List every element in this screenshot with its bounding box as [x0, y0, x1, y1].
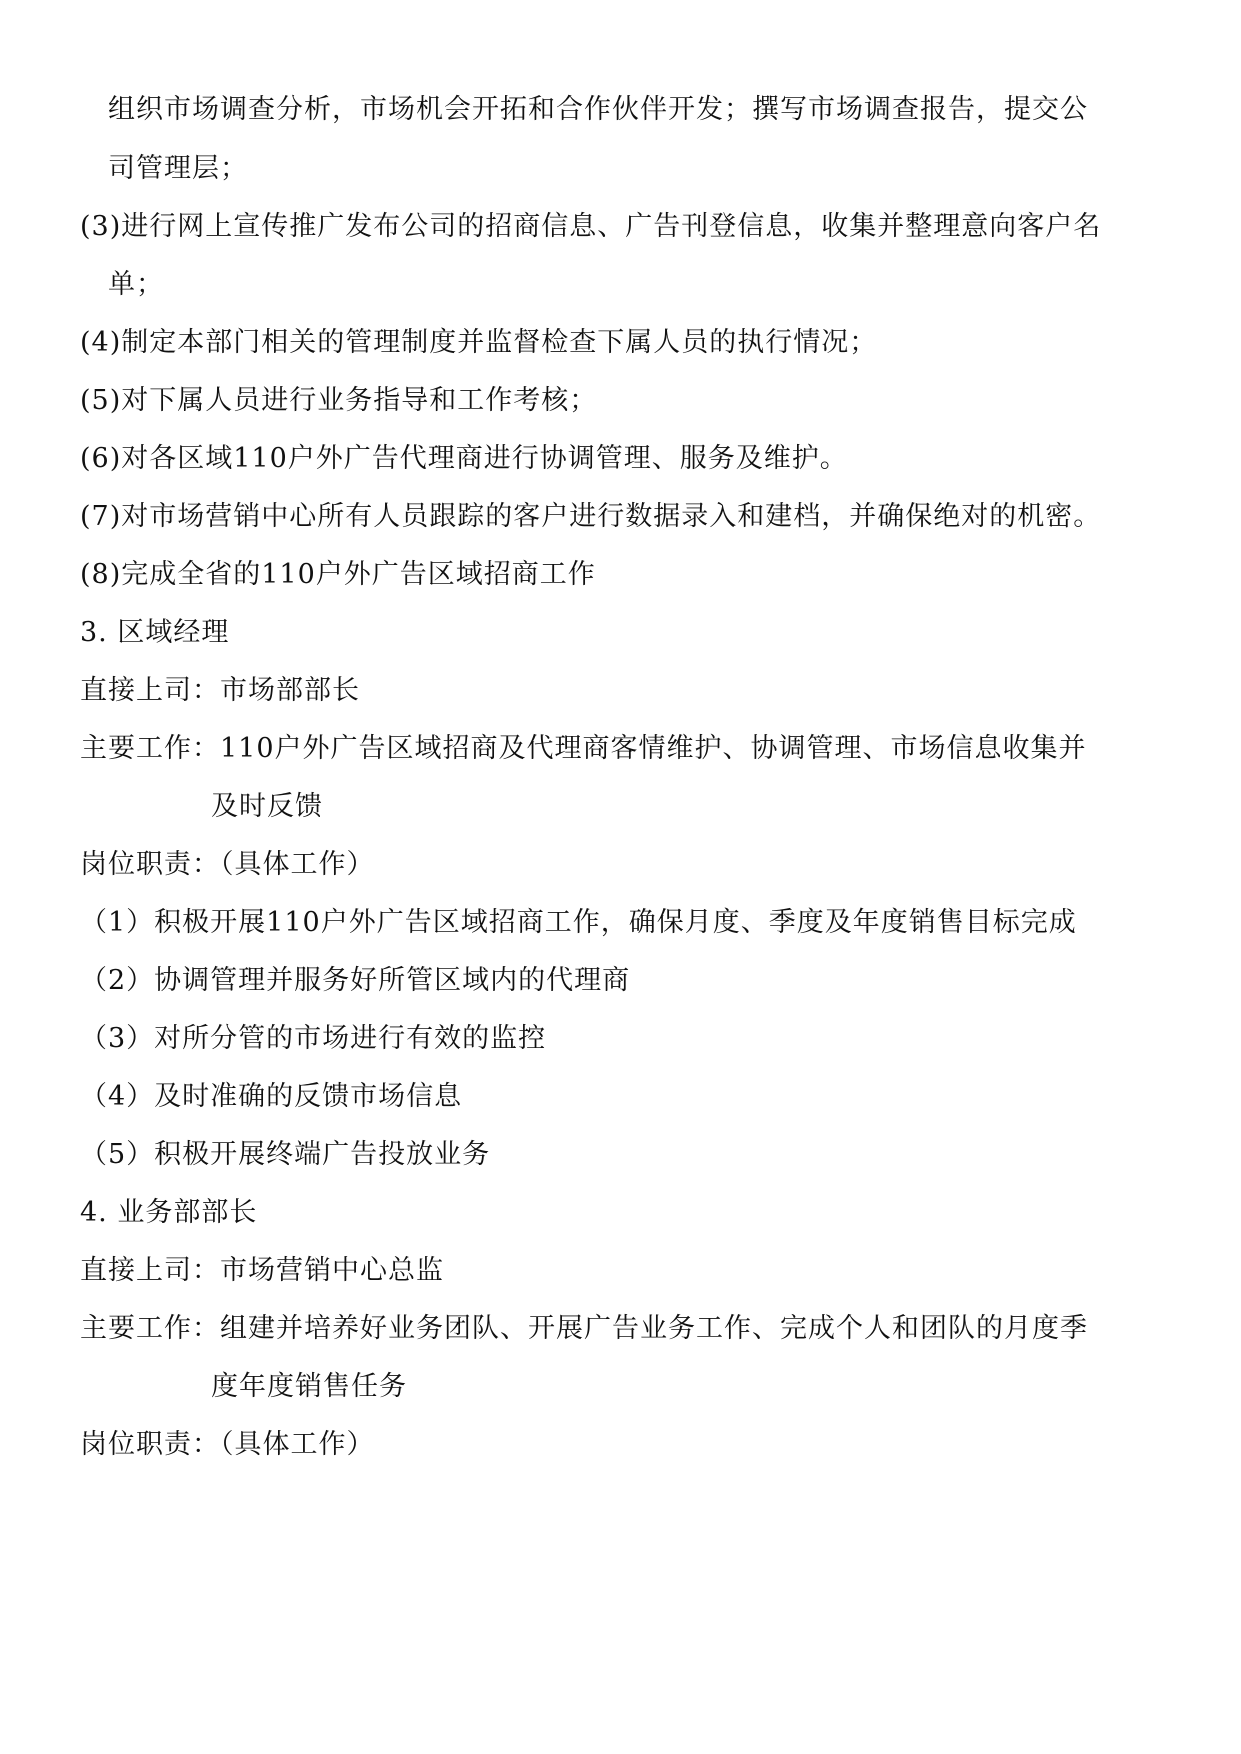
text-line: （2）协调管理并服务好所管区域内的代理商: [80, 965, 631, 996]
text-line: 单；: [108, 269, 164, 300]
text-line: (6)对各区域110户外广告代理商进行协调管理、服务及维护。: [80, 443, 848, 474]
text-line: (8)完成全省的110户外广告区域招商工作: [80, 559, 596, 590]
text-line: 司管理层；: [108, 153, 248, 184]
text-line: 直接上司：市场营销中心总监: [80, 1255, 444, 1286]
text-line: （5）积极开展终端广告投放业务: [80, 1139, 491, 1170]
section-heading: 4. 业务部部长: [80, 1197, 258, 1228]
text-line: 岗位职责：（具体工作）: [80, 1429, 375, 1460]
text-line: （3）对所分管的市场进行有效的监控: [80, 1023, 547, 1054]
text-line: 及时反馈: [211, 791, 323, 822]
text-line: (7)对市场营销中心所有人员跟踪的客户进行数据录入和建档，并确保绝对的机密。: [80, 501, 1102, 532]
text-line: (3)进行网上宣传推广发布公司的招商信息、广告刊登信息，收集并整理意向客户名: [80, 211, 1102, 242]
text-line: （1）积极开展110户外广告区域招商工作，确保月度、季度及年度销售目标完成: [80, 907, 1077, 938]
text-line: 主要工作：组建并培养好业务团队、开展广告业务工作、完成个人和团队的月度季: [80, 1313, 1088, 1344]
text-line: (5)对下属人员进行业务指导和工作考核；: [80, 385, 598, 416]
text-line: (4)制定本部门相关的管理制度并监督检查下属人员的执行情况；: [80, 327, 878, 358]
text-line: 岗位职责：（具体工作）: [80, 849, 375, 880]
text-line: 直接上司：市场部部长: [80, 675, 360, 706]
text-line: 组织市场调查分析，市场机会开拓和合作伙伴开发；撰写市场调查报告，提交公: [108, 94, 1088, 125]
text-line: 度年度销售任务: [211, 1371, 407, 1402]
text-line: （4）及时准确的反馈市场信息: [80, 1081, 463, 1112]
text-line: 主要工作：110户外广告区域招商及代理商客情维护、协调管理、市场信息收集并: [80, 733, 1087, 764]
section-heading: 3. 区域经理: [80, 617, 230, 648]
